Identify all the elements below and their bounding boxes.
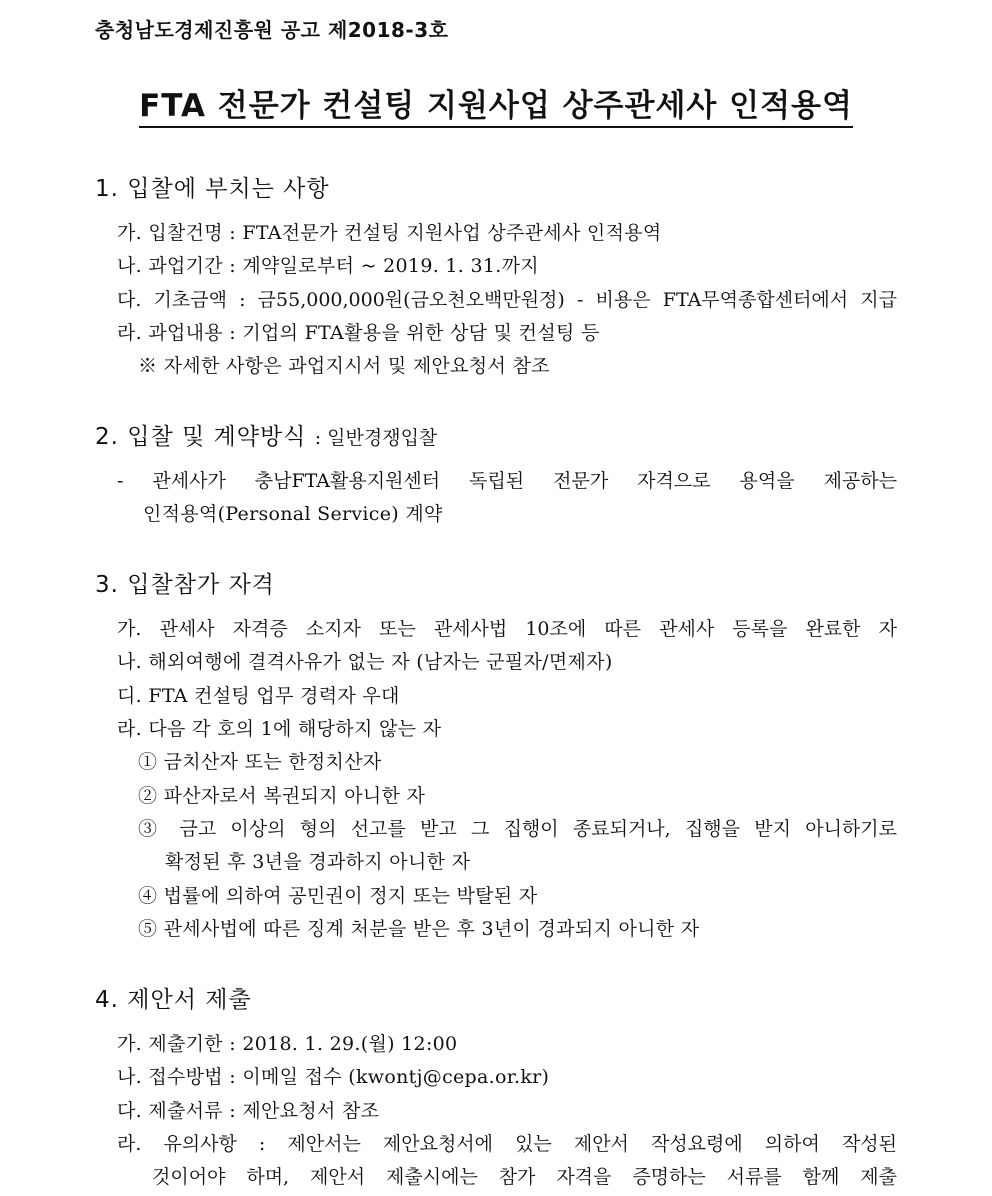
section-1-heading: 1. 입찰에 부치는 사항 bbox=[95, 176, 330, 202]
s3-sub-3: ③ 금고 이상의 형의 선고를 받고 그 집행이 종료되거나, 집행을 받지 아니하기로 bbox=[138, 818, 897, 840]
notice-number: 충청남도경제진흥원 공고 제2018-3호 bbox=[95, 18, 449, 42]
s3-sub-3-cont: 확정된 후 3년을 경과하지 아니한 자 bbox=[165, 851, 471, 873]
s1-item-content: 라. 과업내용 : 기업의 FTA활용을 위한 상담 및 컨설팅 등 bbox=[117, 322, 600, 344]
s4-item-method: 나. 접수방법 : 이메일 접수 (kwontj@cepa.or.kr) bbox=[117, 1066, 550, 1088]
s4-item-deadline: 가. 제출기한 : 2018. 1. 29.(월) 12:00 bbox=[117, 1033, 458, 1055]
document-title bbox=[0, 80, 992, 125]
s3-item-experience: 디. FTA 컨설팅 업무 경력자 우대 bbox=[117, 685, 400, 707]
section-2-heading-suffix: : 일반경쟁입찰 bbox=[314, 427, 438, 449]
s1-item-bid-name: 가. 입찰건명 : FTA전문가 컨설팅 지원사업 상주관세사 인적용역 bbox=[117, 222, 662, 244]
s2-line-1: - 관세사가 충남FTA활용지원센터 독립된 전문가 자격으로 용역을 제공하는 bbox=[117, 470, 897, 492]
s3-sub-1: ① 금치산자 또는 한정치산자 bbox=[138, 751, 382, 773]
section-2-heading bbox=[95, 418, 437, 451]
s3-item-license: 가. 관세사 자격증 소지자 또는 관세사법 10조에 따른 관세사 등록을 완료한 자 bbox=[117, 618, 897, 640]
s4-item-documents: 다. 제출서류 : 제안요청서 참조 bbox=[117, 1100, 380, 1122]
s3-item-exclusions: 라. 다음 각 호의 1에 해당하지 않는 자 bbox=[117, 718, 442, 740]
s3-sub-5: ⑤ 관세사법에 따른 징계 처분을 받은 후 3년이 경과되지 아니한 자 bbox=[138, 918, 700, 940]
section-2-heading-text: 2. 입찰 및 계약방식 bbox=[95, 424, 307, 450]
s3-item-travel: 나. 해외여행에 결격사유가 없는 자 (남자는 군필자/면제자) bbox=[117, 651, 613, 673]
s3-sub-4: ④ 법률에 의하여 공민권이 정지 또는 박탈된 자 bbox=[138, 885, 538, 907]
s4-item-notes: 라. 유의사항 : 제안서는 제안요청서에 있는 제안서 작성요령에 의하여 작성된 bbox=[117, 1133, 897, 1155]
section-4-heading: 4. 제안서 제출 bbox=[95, 987, 252, 1013]
section-3-heading: 3. 입찰참가 자격 bbox=[95, 572, 275, 598]
s1-item-period: 나. 과업기간 : 계약일로부터 ~ 2019. 1. 31.까지 bbox=[117, 255, 539, 277]
s1-item-base-amount: 다. 기초금액 : 금55,000,000원(금오천오백만원정) - 비용은 FTA무역종합센터에서 지급 bbox=[117, 289, 897, 311]
s2-line-2: 인적용역(Personal Service) 계약 bbox=[143, 503, 443, 525]
s4-item-notes-cont: 것이어야 하며, 제안서 제출시에는 참가 자격을 증명하는 서류를 함께 제출 bbox=[152, 1166, 897, 1188]
s3-sub-2: ② 파산자로서 복권되지 아니한 자 bbox=[138, 785, 426, 807]
document-title-text: FTA 전문가 컨설팅 지원사업 상주관세사 인적용역 bbox=[139, 88, 853, 128]
s1-note: ※ 자세한 사항은 과업지시서 및 제안요청서 참조 bbox=[138, 355, 550, 377]
